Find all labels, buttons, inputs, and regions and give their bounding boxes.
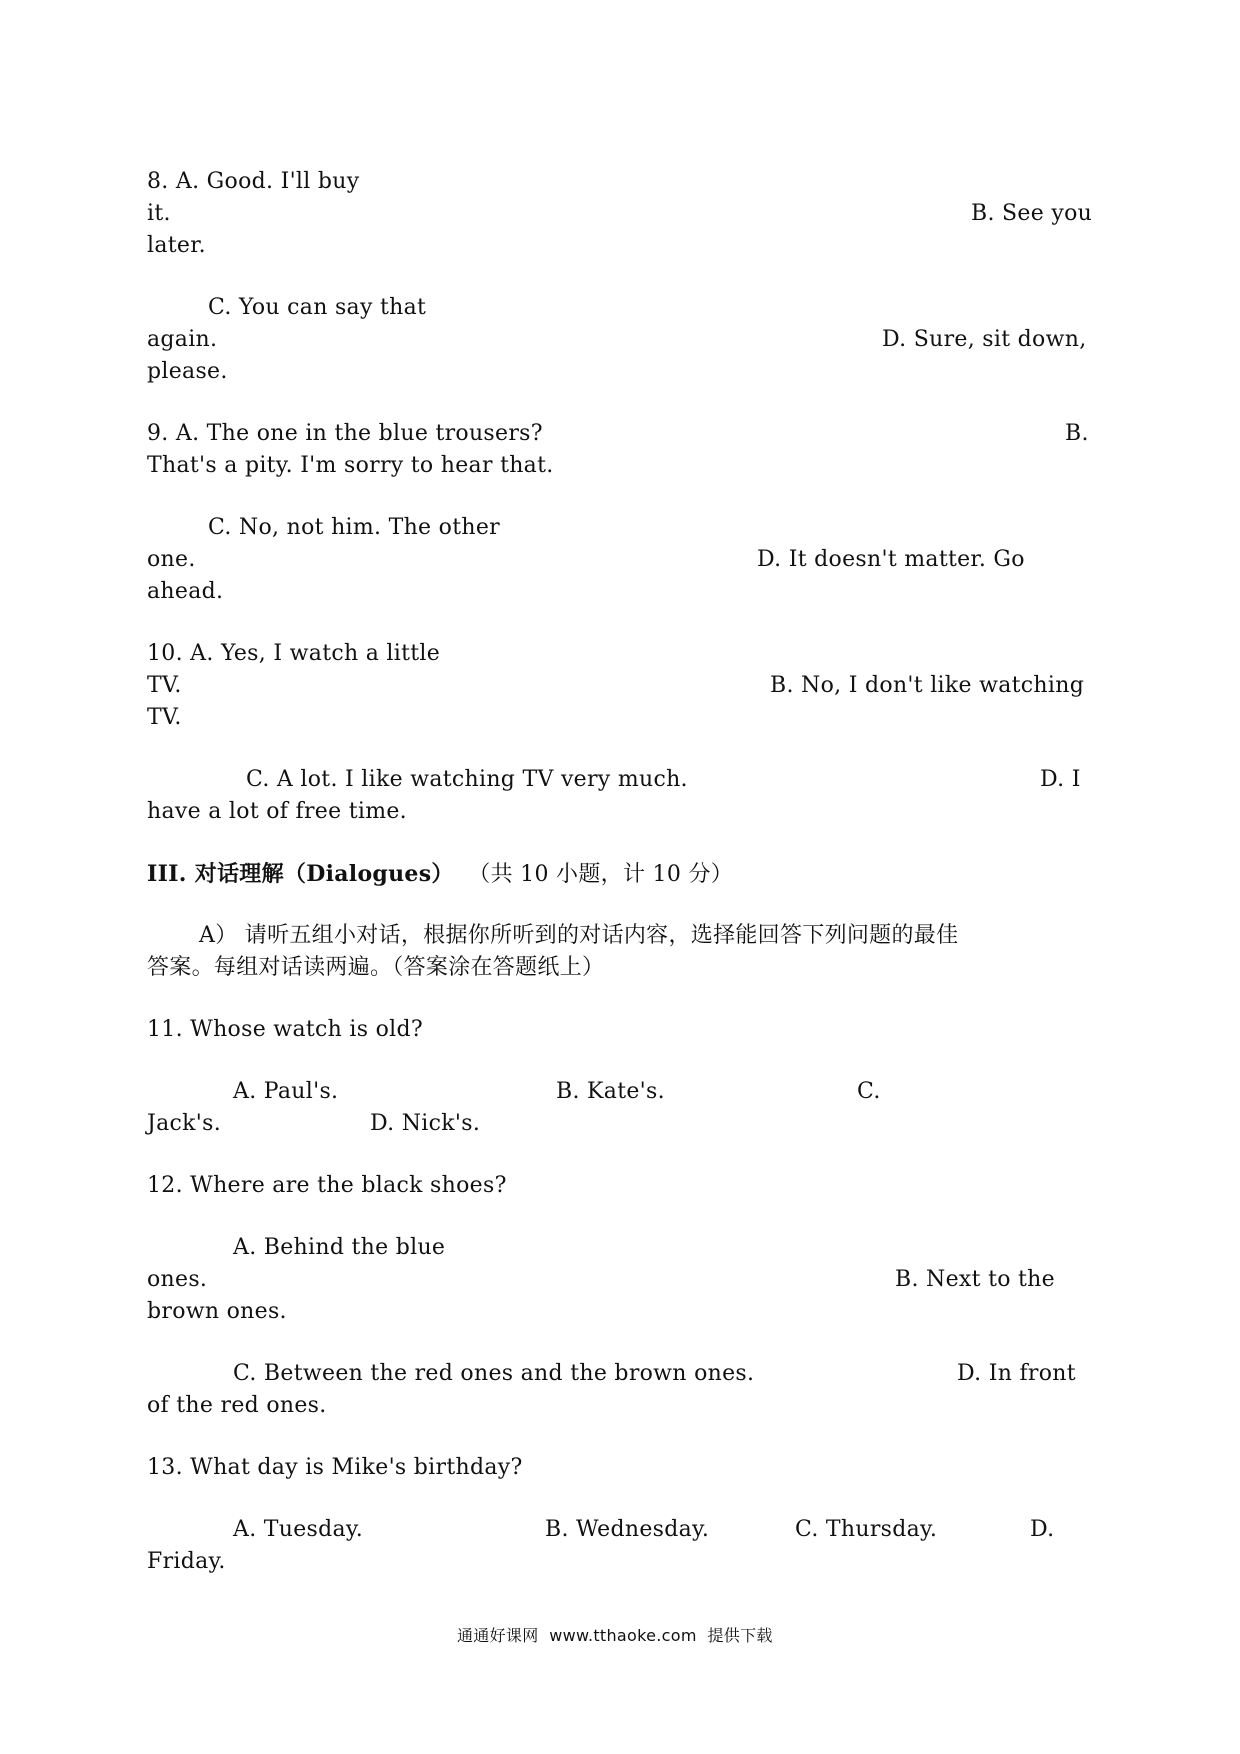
q11-option-b: B. Kate's. [556, 1079, 665, 1104]
section-instructions-cont: 答案。每组对话读两遍。（答案涂在答题纸上） [147, 955, 605, 980]
q9-option-c-cont: one. [147, 547, 196, 572]
q8-option-d: D. Sure, sit down, [882, 327, 1087, 352]
q13-option-d-label: D. [1030, 1517, 1055, 1542]
q8-option-c-cont: again. [147, 327, 218, 352]
q10-option-a-cont: TV. [147, 673, 182, 698]
q9-option-c: C. No, not him. The other [208, 515, 500, 540]
q11-option-c-label: C. [857, 1079, 881, 1104]
q9-option-b-label: B. [1065, 421, 1089, 446]
section-instructions: A） 请听五组小对话，根据你所听到的对话内容，选择能回答下列问题的最佳 [199, 923, 959, 948]
q10-option-d-label: D. I [1040, 767, 1081, 792]
q13-option-b: B. Wednesday. [545, 1517, 710, 1542]
page-footer: 通通好课网 www.tthaoke.com 提供下载 [457, 1626, 773, 1645]
q13-option-c: C. Thursday. [795, 1517, 938, 1542]
q11-question: 11. Whose watch is old? [147, 1017, 423, 1042]
q12-question: 12. Where are the black shoes? [147, 1173, 507, 1198]
q11-option-d: D. Nick's. [370, 1111, 481, 1136]
q9-option-a: 9. A. The one in the blue trousers? [147, 421, 543, 446]
q12-option-d-cont: of the red ones. [147, 1393, 327, 1418]
q9-option-d-cont: ahead. [147, 579, 224, 604]
q12-option-b-cont: brown ones. [147, 1299, 287, 1324]
q13-option-d: Friday. [147, 1549, 226, 1574]
q8-option-a: 8. A. Good. I'll buy [147, 169, 360, 194]
q10-option-b-cont: TV. [147, 705, 182, 730]
q11-option-c: Jack's. [147, 1111, 222, 1136]
q12-option-c: C. Between the red ones and the brown ones. [233, 1361, 755, 1386]
q12-option-d: D. In front [957, 1361, 1076, 1386]
q9-option-b: That's a pity. I'm sorry to hear that. [147, 453, 554, 478]
q10-option-b: B. No, I don't like watching [770, 673, 1085, 698]
q10-option-d: have a lot of free time. [147, 799, 407, 824]
q12-option-b: B. Next to the [895, 1267, 1055, 1292]
q9-option-d: D. It doesn't matter. Go [757, 547, 1025, 572]
q13-option-a: A. Tuesday. [233, 1517, 364, 1542]
q12-option-a: A. Behind the blue [233, 1235, 446, 1260]
q10-option-c: C. A lot. I like watching TV very much. [246, 767, 688, 792]
q10-option-a: 10. A. Yes, I watch a little [147, 641, 441, 666]
q8-option-d-cont: please. [147, 359, 228, 384]
section-heading-points: （共 10 小题，计 10 分） [468, 862, 734, 887]
q12-option-a-cont: ones. [147, 1267, 208, 1292]
section-heading-title: III. 对话理解（Dialogues） [147, 861, 454, 887]
q8-option-a-cont: it. [147, 201, 171, 226]
q11-option-a: A. Paul's. [233, 1079, 339, 1104]
q8-option-b: B. See you [971, 201, 1093, 226]
q8-option-b-cont: later. [147, 233, 206, 258]
q13-question: 13. What day is Mike's birthday? [147, 1455, 523, 1480]
section-heading [147, 858, 733, 891]
q8-option-c: C. You can say that [208, 295, 427, 320]
